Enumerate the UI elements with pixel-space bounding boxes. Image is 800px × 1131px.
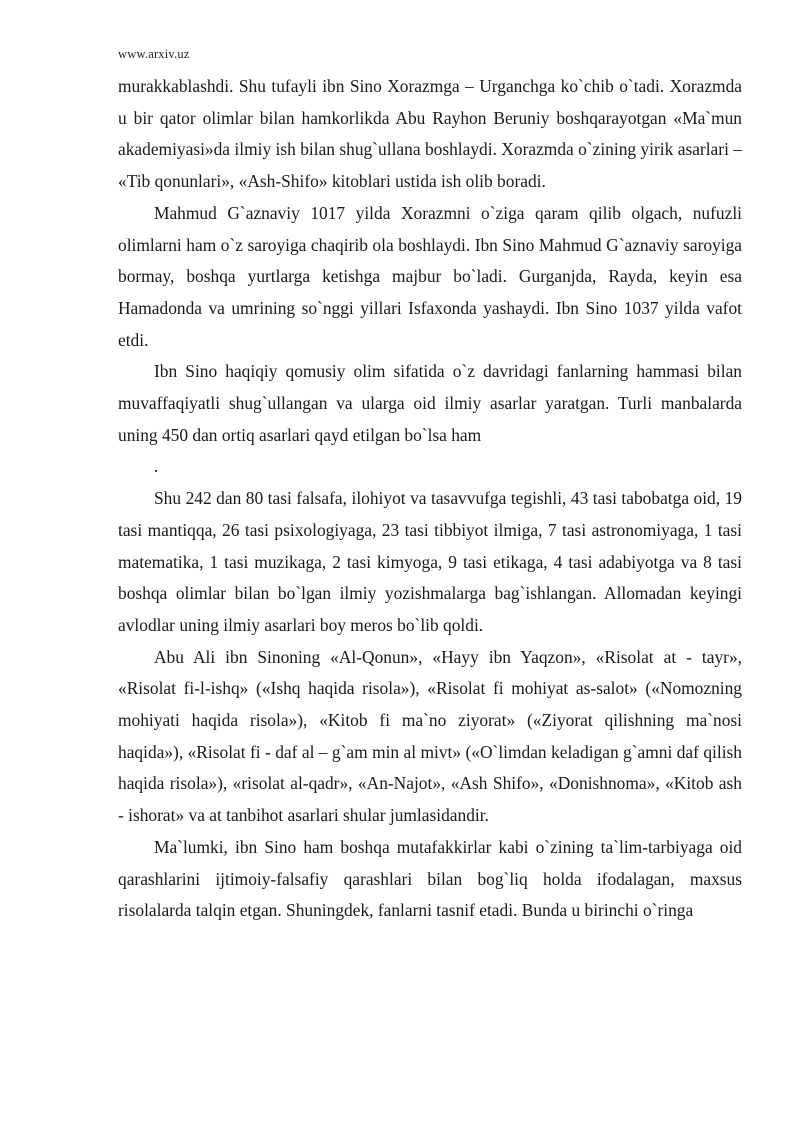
paragraph-continuation: murakkablashdi. Shu tufayli ibn Sino Xorazmga – Urganchga ko`chib o`tadi. Xorazmda u bir qator olimlar bilan hamkorlikda Abu Rayhon Beruniy boshqarayotgan «Ma`mun akademiyasi»da ilmiy ish bilan shug`ullana boshlaydi. Xorazmda o`zining yirik asarlari – «Tib qonunlari», «Ash-Shifo» kitoblari ustida ish olib boradi. bbox=[118, 76, 742, 192]
document-body bbox=[118, 71, 742, 927]
site-url-header: www.arxiv.uz bbox=[118, 47, 190, 61]
paragraph-works-count: Shu 242 dan 80 tasi falsafa, ilohiyot va tasavvufga tegishli, 43 tasi tabobatga oid, 19 tasi mantiqqa, 26 tasi psixologiyaga, 23 tasi tibbiyot ilmiga, 7 tasi astronomiyaga, 1 tasi matematika, 1 tasi muzikaga, 2 tasi kimyoga, 9 tasi etikaga, 4 tasi adabiyotga va 8 tasi boshqa olimlar bilan bo`lgan ilmiy yozishmalarga bag`ishlangan. Allomadan keyingi avlodlar uning ilmiy asarlari boy meros bo`lib qoldi. bbox=[118, 488, 742, 635]
paragraph-ibn-sino-scholar: Ibn Sino haqiqiy qomusiy olim sifatida o`z davridagi fanlarning hammasi bilan muvaffaqiyatli shug`ullangan va ularga oid ilmiy asarlar yaratgan. Turli manbalarda uning 450 dan ortiq asarlari qayd etilgan bo`lsa ham bbox=[118, 361, 742, 445]
paragraph-education-views: Ma`lumki, ibn Sino ham boshqa mutafakkirlar kabi o`zining ta`lim-tarbiyaga oid qarashlarini ijtimoiy-falsafiy qarashlari bilan bog`liq holda ifodalagan, maxsus risolalarda talqin etgan. Shuningdek, fanlarni tasnif etadi. Bunda u birinchi o`ringa bbox=[118, 836, 742, 921]
paragraph-dot: . bbox=[154, 456, 159, 477]
paragraph-works-list: Abu Ali ibn Sinoning «Al-Qonun», «Hayy ibn Yaqzon», «Risolat at - tayr», «Risolat fi-l-ishq» («Ishq haqida risola»), «Risolat fi mohiyat as-salot» («Nomozning mohiyati haqida risola»), «Kitob fi ma`no ziyorat» («Ziyorat qilishning ma`nosi haqida»), «Risolat fi - daf al – g`am min al mivt» («O`limdan keladigan g`amni daf qilish haqida risola»), «risolat al-qadr», «An-Najot», «Ash Shifo», «Donishnoma», «Kitob ash - ishorat» va at tanbihot asarlari shular jumlasidandir. bbox=[118, 646, 742, 826]
paragraph-mahmud-gaznaviy: Mahmud G`aznaviy 1017 yilda Xorazmni o`ziga qaram qilib olgach, nufuzli olimlarni ham o`z saroyiga chaqirib ola boshlaydi. Ibn Sino Mahmud G`aznaviy saroyiga bormay, boshqa yurtlarga ketishga majbur bo`ladi. Gurganjda, Rayda, keyin esa Hamadonda va umrining so`nggi yillari Isfaxonda yashaydi. Ibn Sino 1037 yilda vafot etdi. bbox=[118, 202, 742, 350]
